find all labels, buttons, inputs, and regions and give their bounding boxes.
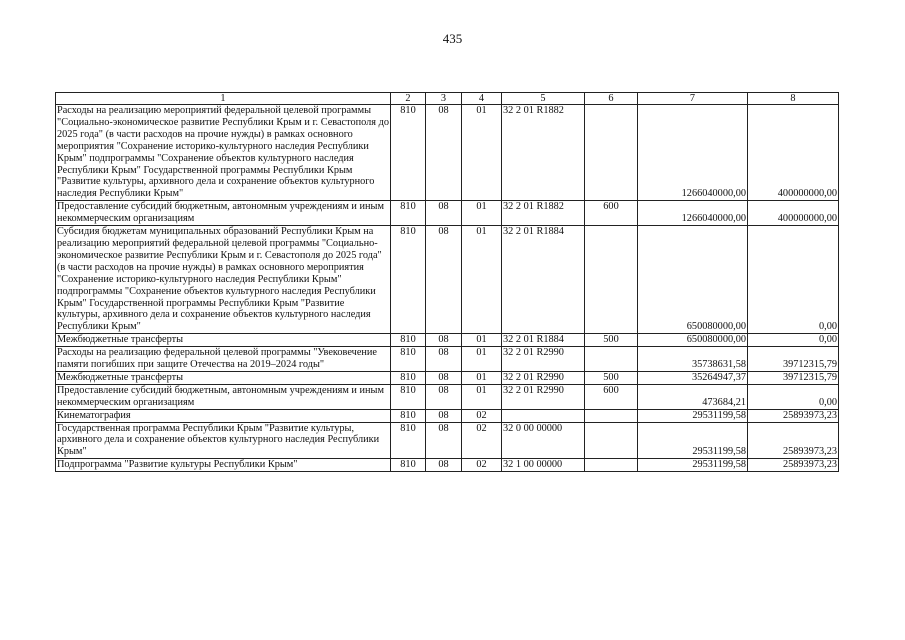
table-row (56, 371, 839, 384)
table-row (56, 201, 839, 226)
column-number: 5 (502, 93, 585, 105)
admin-code: 810 (391, 105, 426, 201)
target-article-code (502, 409, 585, 422)
amount-year-2: 25893973,23 (748, 422, 839, 459)
column-number: 8 (748, 93, 839, 105)
expense-type-code: 500 (585, 371, 638, 384)
amount-year-2: 25893973,23 (748, 459, 839, 472)
expense-type-code: 600 (585, 384, 638, 409)
admin-code: 810 (391, 334, 426, 347)
expense-name: Расходы на реализацию мероприятий федеральной целевой программы "Социально-экономическое развитие Республики Крым и г. Севастополя до 2025 года" (в части расходов на прочие нужды) в рамках основного мероприятия "Сохранение историко-культурного наследия Республики Крым" подпрограммы "Сохранение объектов культурного наследия Республики Крым" Государственной программы Республики Крым "Развитие культуры, архивного дела и сохранение объектов культурного наследия Республики Крым" (57, 105, 389, 200)
section-code: 08 (426, 371, 462, 384)
expense-name: Государственная программа Республики Крым "Развитие культуры, архивного дела и сохранение объектов культурного наследия Республики Крым" (56, 422, 391, 459)
admin-code: 810 (391, 459, 426, 472)
section-code: 08 (426, 105, 462, 201)
admin-code: 810 (391, 384, 426, 409)
expense-type-code (585, 409, 638, 422)
table-row (56, 334, 839, 347)
expense-name: Межбюджетные трансферты (56, 371, 391, 384)
admin-code: 810 (391, 347, 426, 372)
subsection-code: 01 (462, 384, 502, 409)
expense-name: Предоставление субсидий бюджетным, автономным учреждениям и иным некоммерческим организациям (56, 201, 391, 226)
budget-table (55, 92, 839, 472)
expense-type-code: 600 (585, 201, 638, 226)
table-row (56, 459, 839, 472)
subsection-code: 02 (462, 422, 502, 459)
amount-year-2: 0,00 (748, 384, 839, 409)
column-number: 1 (56, 93, 391, 105)
amount-year-2: 39712315,79 (748, 371, 839, 384)
amount-year-1: 35738631,58 (638, 347, 748, 372)
expense-name: Подпрограмма "Развитие культуры Республики Крым" (56, 459, 391, 472)
admin-code: 810 (391, 409, 426, 422)
column-number: 3 (426, 93, 462, 105)
expense-type-code (585, 105, 638, 201)
section-code: 08 (426, 201, 462, 226)
amount-year-2: 0,00 (748, 334, 839, 347)
admin-code: 810 (391, 201, 426, 226)
table-row (56, 409, 839, 422)
amount-year-2: 400000000,00 (748, 105, 839, 201)
expense-type-code (585, 459, 638, 472)
amount-year-1: 35264947,37 (638, 371, 748, 384)
section-code: 08 (426, 459, 462, 472)
target-article-code: 32 2 01 R2990 (502, 347, 585, 372)
table-row (56, 105, 839, 201)
target-article-code: 32 0 00 00000 (502, 422, 585, 459)
section-code: 08 (426, 226, 462, 334)
amount-year-2: 39712315,79 (748, 347, 839, 372)
expense-type-code (585, 347, 638, 372)
amount-year-1: 1266040000,00 (638, 105, 748, 201)
target-article-code: 32 2 01 R1882 (502, 201, 585, 226)
expense-name: Субсидия бюджетам муниципальных образований Республики Крым на реализацию мероприятий федеральной целевой программы "Социально-экономическое развитие Республики Крым и г. Севастополя до 2025 года" (в части расходов на прочие нужды) в рамках основного мероприятия "Сохранение историко-культурного наследия Республики Крым" подпрограммы "Сохранение объектов культурного наследия Республики Крым" Государственной программы Республики Крым "Развитие культуры, архивного дела и сохранение объектов культурного наследия Республики Крым" (56, 226, 391, 334)
target-article-code: 32 2 01 R2990 (502, 371, 585, 384)
amount-year-1: 29531199,58 (638, 409, 748, 422)
expense-name: Предоставление субсидий бюджетным, автономным учреждениям и иным некоммерческим организациям (56, 384, 391, 409)
table-row (56, 347, 839, 372)
amount-year-1: 1266040000,00 (638, 201, 748, 226)
subsection-code: 01 (462, 105, 502, 201)
target-article-code: 32 1 00 00000 (502, 459, 585, 472)
column-number: 4 (462, 93, 502, 105)
subsection-code: 01 (462, 334, 502, 347)
column-number: 6 (585, 93, 638, 105)
section-code: 08 (426, 334, 462, 347)
section-code: 08 (426, 347, 462, 372)
admin-code: 810 (391, 422, 426, 459)
expense-type-code: 500 (585, 334, 638, 347)
expense-name: Межбюджетные трансферты (56, 334, 391, 347)
section-code: 08 (426, 409, 462, 422)
expense-type-code (585, 226, 638, 334)
amount-year-2: 25893973,23 (748, 409, 839, 422)
amount-year-1: 29531199,58 (638, 459, 748, 472)
amount-year-1: 650080000,00 (638, 226, 748, 334)
section-code: 08 (426, 422, 462, 459)
amount-year-2: 400000000,00 (748, 201, 839, 226)
amount-year-1: 650080000,00 (638, 334, 748, 347)
expense-type-code (585, 422, 638, 459)
admin-code: 810 (391, 371, 426, 384)
admin-code: 810 (391, 226, 426, 334)
subsection-code: 02 (462, 409, 502, 422)
table-row (56, 384, 839, 409)
expense-name: Расходы на реализацию федеральной целевой программы "Увековечение памяти погибших при защите Отечества на 2019–2024 годы" (56, 347, 391, 372)
target-article-code: 32 2 01 R1884 (502, 334, 585, 347)
expense-name: Кинематография (56, 409, 391, 422)
amount-year-2: 0,00 (748, 226, 839, 334)
subsection-code: 01 (462, 347, 502, 372)
column-number-row (56, 93, 839, 105)
page-number: 435 (442, 31, 463, 46)
amount-year-1: 473684,21 (638, 384, 748, 409)
subsection-code: 01 (462, 201, 502, 226)
table-row (56, 422, 839, 459)
target-article-code: 32 2 01 R2990 (502, 384, 585, 409)
target-article-code: 32 2 01 R1882 (502, 105, 585, 201)
subsection-code: 01 (462, 371, 502, 384)
section-code: 08 (426, 384, 462, 409)
table-row (56, 226, 839, 334)
target-article-code: 32 2 01 R1884 (502, 226, 585, 334)
subsection-code: 02 (462, 459, 502, 472)
amount-year-1: 29531199,58 (638, 422, 748, 459)
column-number: 7 (638, 93, 748, 105)
subsection-code: 01 (462, 226, 502, 334)
column-number: 2 (391, 93, 426, 105)
